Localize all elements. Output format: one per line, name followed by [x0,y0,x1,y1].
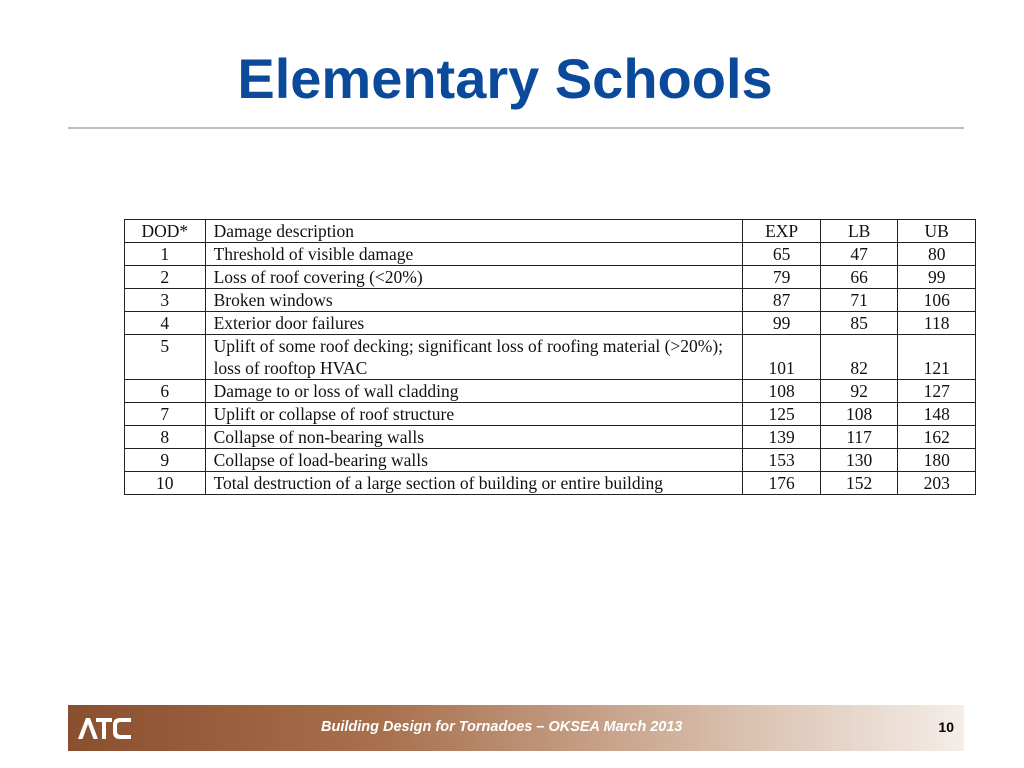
cell-description: Broken windows [205,289,743,312]
cell-lb: 71 [820,289,898,312]
cell-lb: 66 [820,266,898,289]
cell-ub: 118 [898,312,976,335]
cell-lb: 152 [820,472,898,495]
cell-dod: 5 [125,335,206,380]
cell-description: Uplift of some roof decking; significant loss of roofing material (>20%); loss of rooftop HVAC [205,335,743,380]
table-row [125,403,976,426]
atc-logo [76,716,132,740]
header-ub: UB [898,220,976,243]
header-lb: LB [820,220,898,243]
cell-ub: 106 [898,289,976,312]
title-divider [68,127,964,129]
cell-exp: 125 [743,403,821,426]
page-number: 10 [938,719,954,735]
cell-dod: 1 [125,243,206,266]
cell-dod: 9 [125,449,206,472]
cell-lb: 108 [820,403,898,426]
table-row [125,380,976,403]
table-row [125,312,976,335]
cell-ub: 127 [898,380,976,403]
cell-ub: 148 [898,403,976,426]
cell-exp: 79 [743,266,821,289]
table-row [125,449,976,472]
damage-table [124,219,976,495]
cell-ub: 203 [898,472,976,495]
header-dod: DOD* [125,220,206,243]
cell-exp: 99 [743,312,821,335]
cell-dod: 4 [125,312,206,335]
cell-dod: 6 [125,380,206,403]
cell-description: Loss of roof covering (<20%) [205,266,743,289]
cell-dod: 2 [125,266,206,289]
cell-dod: 7 [125,403,206,426]
footer-band [68,705,964,751]
cell-description: Collapse of load-bearing walls [205,449,743,472]
table-header-row [125,220,976,243]
footer-text: Building Design for Tornadoes – OKSEA March 2013 [321,719,683,735]
cell-exp: 139 [743,426,821,449]
cell-lb: 117 [820,426,898,449]
cell-description: Damage to or loss of wall cladding [205,380,743,403]
slide-title: Elementary Schools [237,47,773,110]
cell-lb: 82 [820,335,898,380]
cell-dod: 8 [125,426,206,449]
cell-ub: 99 [898,266,976,289]
cell-description: Exterior door failures [205,312,743,335]
cell-lb: 85 [820,312,898,335]
cell-description: Uplift or collapse of roof structure [205,403,743,426]
cell-lb: 47 [820,243,898,266]
cell-ub: 180 [898,449,976,472]
cell-dod: 10 [125,472,206,495]
cell-exp: 176 [743,472,821,495]
cell-exp: 87 [743,289,821,312]
table-row [125,335,976,380]
table-row [125,289,976,312]
table-row [125,472,976,495]
cell-dod: 3 [125,289,206,312]
cell-exp: 101 [743,335,821,380]
cell-ub: 80 [898,243,976,266]
header-exp: EXP [743,220,821,243]
table-body [125,243,976,495]
cell-ub: 162 [898,426,976,449]
cell-description: Total destruction of a large section of building or entire building [205,472,743,495]
table-row [125,243,976,266]
cell-ub: 121 [898,335,976,380]
cell-description: Collapse of non-bearing walls [205,426,743,449]
table-row [125,426,976,449]
table-row [125,266,976,289]
cell-exp: 65 [743,243,821,266]
cell-lb: 130 [820,449,898,472]
cell-exp: 108 [743,380,821,403]
cell-description: Threshold of visible damage [205,243,743,266]
cell-lb: 92 [820,380,898,403]
header-description: Damage description [205,220,743,243]
cell-exp: 153 [743,449,821,472]
